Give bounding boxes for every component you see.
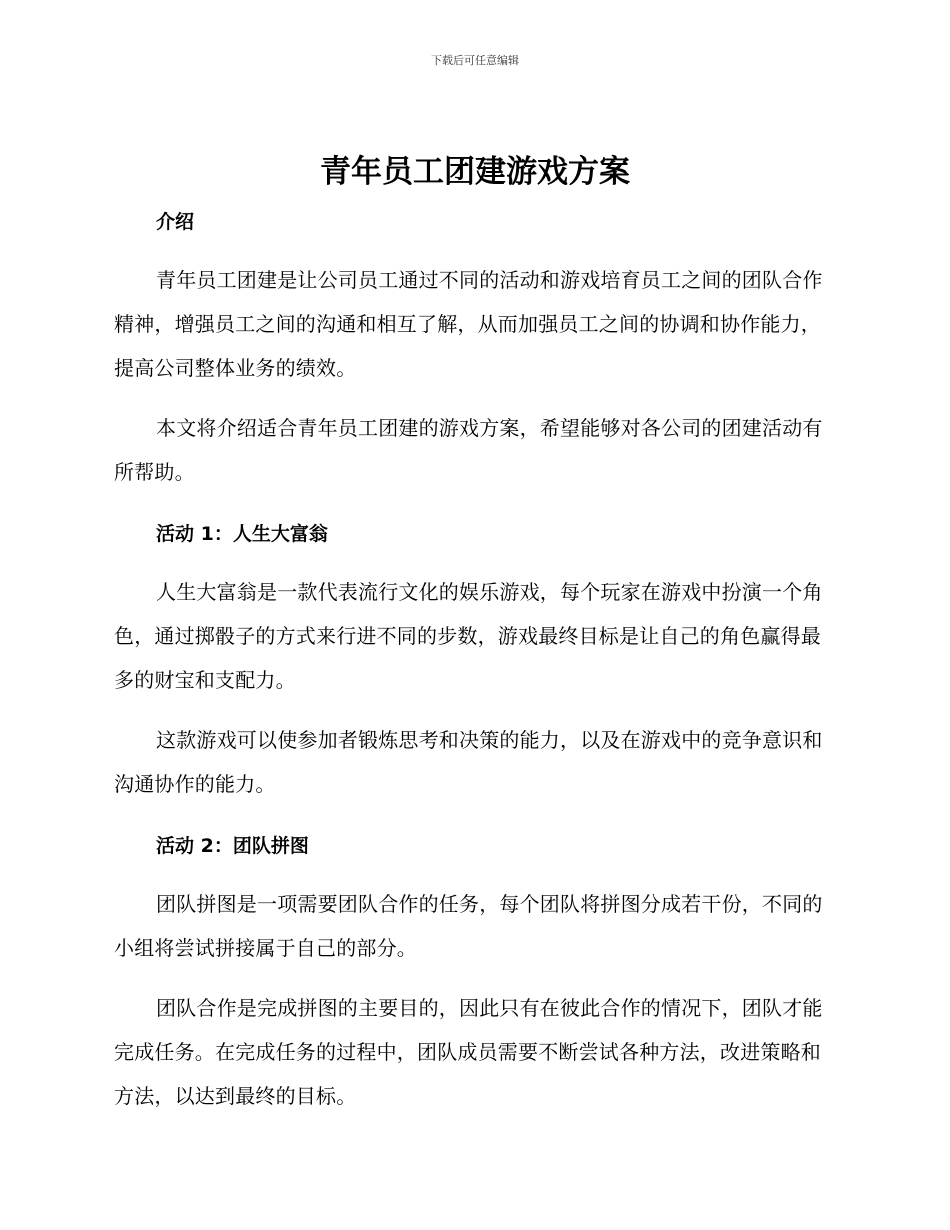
document-title: 青年员工团建游戏方案: [320, 154, 630, 190]
activity-1-paragraph-2: 这款游戏可以使参加者锻炼思考和决策的能力，以及在游戏中的竞争意识和沟通协作的能力。: [114, 728, 823, 796]
section-heading-intro: 介绍: [156, 211, 195, 233]
activity-2-paragraph-1: 团队拼图是一项需要团队合作的任务，每个团队将拼图分成若干份，不同的小组将尝试拼接属于自己的部分。: [114, 892, 823, 960]
section-heading-activity-1: 活动 1：人生大富翁: [156, 523, 328, 545]
activity-1-paragraph-1: 人生大富翁是一款代表流行文化的娱乐游戏，每个玩家在游戏中扮演一个角色，通过掷骰子的方式来行进不同的步数，游戏最终目标是让自己的角色赢得最多的财宝和支配力。: [114, 580, 823, 692]
intro-paragraph-2: 本文将介绍适合青年员工团建的游戏方案，希望能够对各公司的团建活动有所帮助。: [114, 416, 823, 484]
header-note: 下载后可任意编辑: [431, 54, 519, 67]
activity-2-paragraph-2: 团队合作是完成拼图的主要目的，因此只有在彼此合作的情况下，团队才能完成任务。在完成任务的过程中，团队成员需要不断尝试各种方法，改进策略和方法，以达到最终的目标。: [114, 996, 823, 1108]
intro-paragraph-1: 青年员工团建是让公司员工通过不同的活动和游戏培育员工之间的团队合作精神，增强员工之间的沟通和相互了解，从而加强员工之间的协调和协作能力，提高公司整体业务的绩效。: [114, 268, 823, 380]
section-heading-activity-2: 活动 2：团队拼图: [156, 835, 309, 857]
document-body: [114, 202, 830, 1118]
